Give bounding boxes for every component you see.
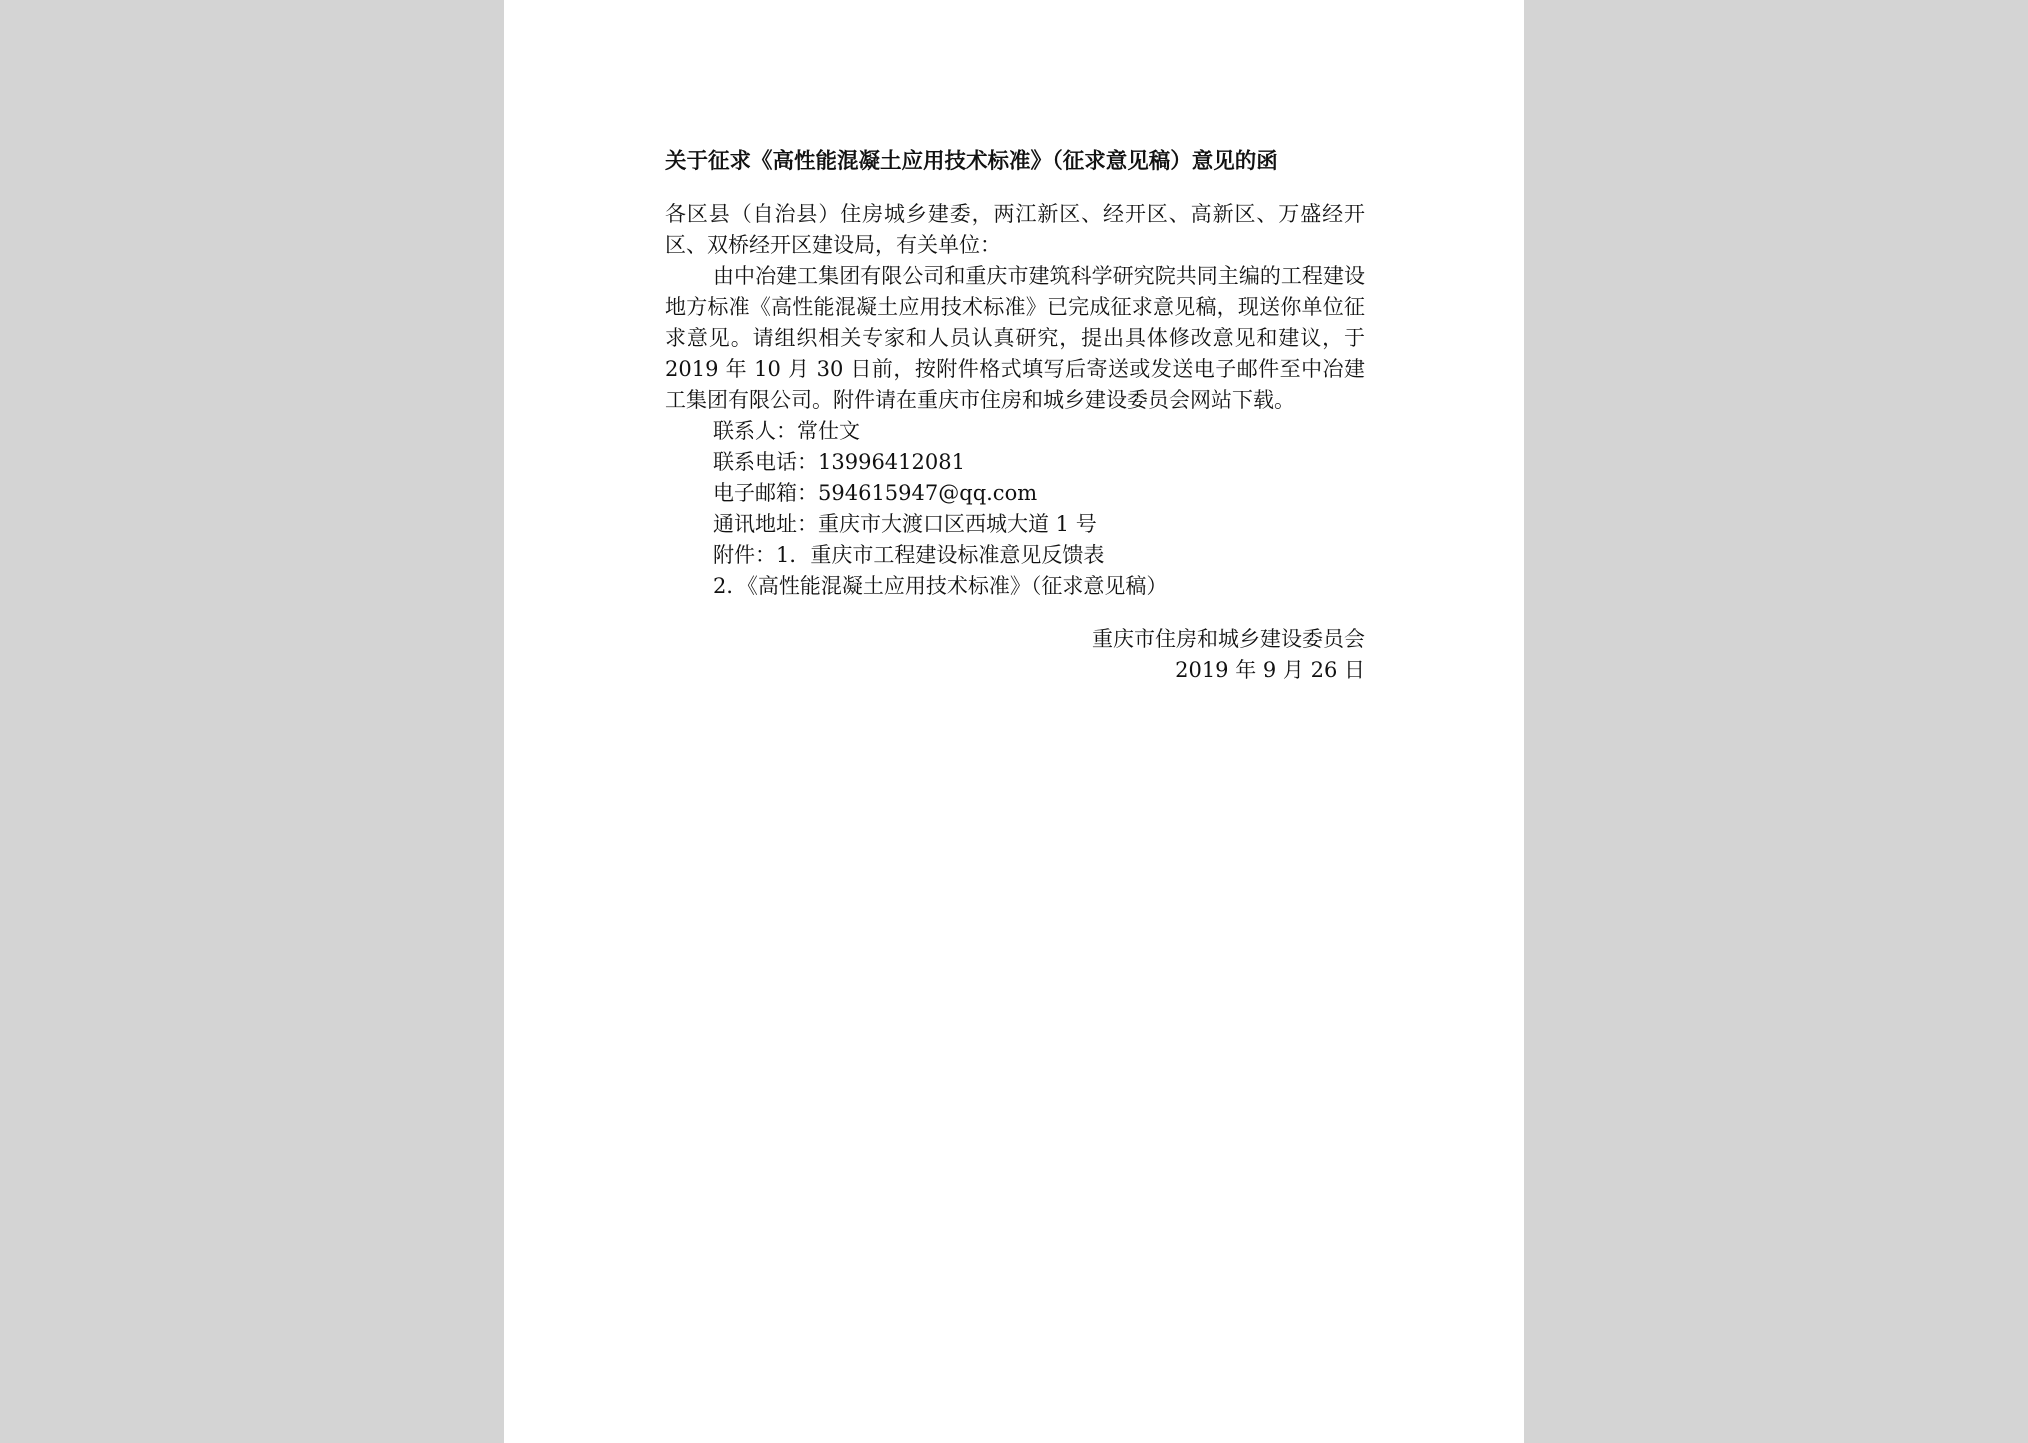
- letter-content: [665, 146, 1365, 686]
- contact-phone: 联系电话：13996412081: [713, 450, 965, 474]
- attachment-item-1: 附件：1．重庆市工程建设标准意见反馈表: [713, 543, 1105, 567]
- contact-email: 电子邮箱：594615947@qq.com: [713, 481, 1038, 505]
- signature-organization: 重庆市住房和城乡建设委员会: [1092, 627, 1365, 651]
- document-page: [504, 0, 1524, 1443]
- signature-block: [665, 624, 1365, 686]
- letter-addressee: 各区县（自治县）住房城乡建委，两江新区、经开区、高新区、万盛经开区、双桥经开区建设局，有关单位：: [665, 202, 1365, 257]
- letter-title: 关于征求《高性能混凝土应用技术标准》（征求意见稿）意见的函: [665, 149, 1278, 174]
- attachment-item-2: 2．《高性能混凝土应用技术标准》（征求意见稿）: [713, 574, 1168, 598]
- contact-person: 联系人：常仕文: [713, 419, 860, 443]
- signature-date: 2019 年 9 月 26 日: [1175, 658, 1365, 682]
- contact-address: 通讯地址：重庆市大渡口区西城大道 1 号: [713, 512, 1097, 536]
- letter-body: 由中冶建工集团有限公司和重庆市建筑科学研究院共同主编的工程建设地方标准《高性能混凝土应用技术标准》已完成征求意见稿，现送你单位征求意见。请组织相关专家和人员认真研究，提出具体修改意见和建议，于 2019 年 10 月 30 日前，按附件格式填写后寄送或发送电子邮件至中冶建工集团有限公司。附件请在重庆市住房和城乡建设委员会网站下载。: [665, 264, 1365, 412]
